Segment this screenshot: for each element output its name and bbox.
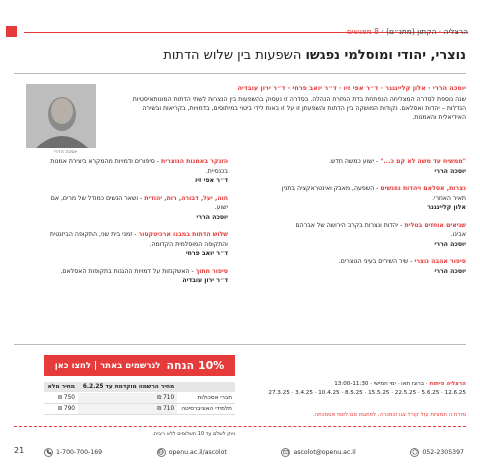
lecture-desc: - ושאר הנשים כמודל של מרים, אם ישוע. (50, 194, 228, 211)
price-table-header (44, 382, 235, 393)
table-row (44, 393, 235, 404)
lecture-desc: - סיפורים ודמויות מהמקרא ביצירת אמנות בכנסיית. (50, 158, 228, 175)
currency-symbol: ₪ (157, 406, 162, 412)
breadcrumb-text: הרצליה · הקתון (מתנ״ם) · (378, 27, 468, 36)
currency-symbol: ₪ (58, 395, 63, 401)
whatsapp-icon (410, 448, 419, 457)
photo-caption: יוסכה הררי (53, 149, 77, 155)
website-url: openu.ac.il/ascolot (168, 448, 227, 456)
lecture-desc: - יהדות ונצרות בקרב הירושה של אברהם אבינו. (295, 221, 466, 238)
lecture-lecturer: יוסכה הררי (434, 167, 466, 175)
lecture-desc: - ישוע כמשה חדש. (329, 158, 381, 165)
schedule-location (256, 380, 466, 389)
lecture-lecturer: יוסכה הררי (434, 267, 466, 275)
price-table (44, 382, 235, 415)
portrait-image (26, 84, 96, 148)
price-early-cell (78, 393, 177, 404)
lecturers-list: יוסכה הררי · אלון קליינגנר · ד״ר אפי זיו · ד״ר יואב פרחי · ד״ר ירון עובדיה (237, 84, 466, 92)
lecture-title: "ממשיח עד משה לא קם כ..." (380, 158, 466, 165)
currency-symbol: ₪ (157, 395, 162, 401)
lecture-title: שגיאים אוחזים בטלית (404, 221, 466, 229)
page-number: 21 (14, 446, 25, 455)
email-address: ascolot@openu.ac.il (293, 448, 356, 456)
lecture-lecturer: יוסכה הררי (434, 240, 466, 248)
lecture-title: נצרות, אסלאם ויהדות נפגשים (380, 185, 466, 192)
discount-text: לנרשמים באתר | לחצו כאן (54, 360, 161, 371)
lecture-entry (42, 157, 228, 186)
title-strong: נוצרי, יהודי ומוסלמי נפגשו (305, 48, 466, 63)
whatsapp-number: 052-2305397 (422, 448, 464, 456)
page-title (26, 48, 466, 63)
lecturer-photo (26, 84, 96, 148)
discount-banner-link[interactable] (44, 355, 235, 376)
lecture-entry (280, 184, 466, 213)
lecture-desc: - שיר השירים בעיני הנוצרים. (338, 258, 415, 265)
location-label: הרצליה פיתוח (429, 381, 466, 387)
intro-text: שנה נוספת לסדרה המצליחה הנפתחת בדת המזרח הנהלה. בסדרה זו נעסוק בהשפעות בין הנצרות לשתי הדתות המונותאיסטיות הנדלות – יהדות ואסלאם. נקודות המושקה בין הדתות והשפעתן זו על זו באות לידי ביטוי במיתוסים, בדמויות, בקריאות ובשירה האידיאלית והאמנות. (132, 96, 466, 121)
price-full: 790 (63, 406, 75, 412)
price-header-label (177, 382, 235, 393)
schedule-block (256, 380, 466, 397)
lecture-title: הזנקר באמנות הנוצרית (160, 158, 228, 165)
lecture-lecturer: ד״ר יואב פרחי (185, 250, 228, 257)
lecture-entry (42, 267, 228, 286)
lecture-title: סיפור אהבה נוצרי (414, 258, 466, 265)
lectures-left-column (42, 157, 228, 294)
header-accent-square (6, 26, 17, 37)
mail-icon (281, 448, 290, 457)
phone-number: 1-700-700-169 (56, 448, 103, 456)
currency-symbol: ₪ (58, 406, 63, 412)
footer-email[interactable] (281, 448, 355, 457)
price-row-label: חברי אסכולות (177, 393, 235, 404)
lecture-title: סיפור חתוך (195, 267, 228, 275)
lecture-lecturer: אלון קליינגנר (427, 204, 466, 211)
table-row (44, 404, 235, 415)
lectures-right-column (280, 157, 466, 284)
lecture-lecturer: ד״ר אפי זיו (195, 177, 228, 184)
price-header-early: מחיר הרשמה מוקדמת עד 6.2.25 (78, 382, 177, 393)
lecture-lecturer: יוסכה הררי (196, 213, 228, 221)
lecture-entry (42, 194, 228, 223)
lecture-desc: - זמני בית שני, התקופה הביזנטית והתקופה המוסלמית הקדומה. (49, 231, 228, 248)
phone-icon (44, 448, 53, 457)
discount-percent: 10% הנחה (166, 359, 225, 372)
lecture-entry (280, 157, 466, 176)
price-early: 710 (163, 406, 175, 412)
lecture-title: שלוש הדתות במבנו ארכיטקטור (138, 231, 228, 238)
price-full: 750 (63, 395, 75, 401)
schedule-note: מזרח ה תמציות עול קורל צגו זכמכרה, לפתגמו סם לזומי אסמכתה. (312, 412, 466, 418)
footer-whatsapp[interactable] (410, 448, 464, 457)
footer-website[interactable] (157, 448, 227, 457)
breadcrumb (347, 27, 468, 36)
price-full-cell (44, 393, 78, 404)
price-full-cell (44, 404, 78, 415)
footer-phone[interactable] (44, 448, 102, 457)
breadcrumb-section: 8 מפגשים (346, 27, 379, 36)
lecture-title: חוה, יעל, דבורה, רות, יהודית (144, 194, 228, 202)
title-divider (14, 73, 466, 74)
price-footnote: ניתן לשלם עד 10 תשלומים ללא ריבית. (152, 431, 235, 437)
lecture-desc: - האשקנזות על דמויות ההגנות בתקופות האסלאם. (60, 267, 196, 275)
schedule-dates: 12.6.25 · 5.6.25 · 22.5.25 · 15.5.25 · 8.5.25 · 10.4.25 · 3.4.25 · 27.3.25 (268, 389, 466, 396)
contact-footer (44, 446, 464, 458)
lecture-desc: - השפעה, מאבק ואינטראקציה בתנין תאיר האוזרי. (281, 185, 466, 202)
location-text: · ברוגז תאו · ימי חמישי · 13:00-11:30 (334, 381, 430, 387)
lecture-lecturer: ד״ר ירון עובדיה (182, 277, 228, 284)
price-early-cell (78, 404, 177, 415)
lecture-entry (42, 230, 228, 259)
price-early: 710 (163, 395, 175, 401)
title-light: השפעות בין שלוש הדתות (163, 48, 306, 63)
globe-icon (157, 448, 166, 457)
price-row-label: תלמידי האוניברסיטה (177, 404, 235, 415)
section-divider (14, 344, 466, 345)
footer-dashed-rule (14, 426, 466, 427)
lecture-entry (280, 257, 466, 276)
lecture-entry (280, 221, 466, 250)
price-header-full: מחיר מלא (44, 382, 78, 393)
